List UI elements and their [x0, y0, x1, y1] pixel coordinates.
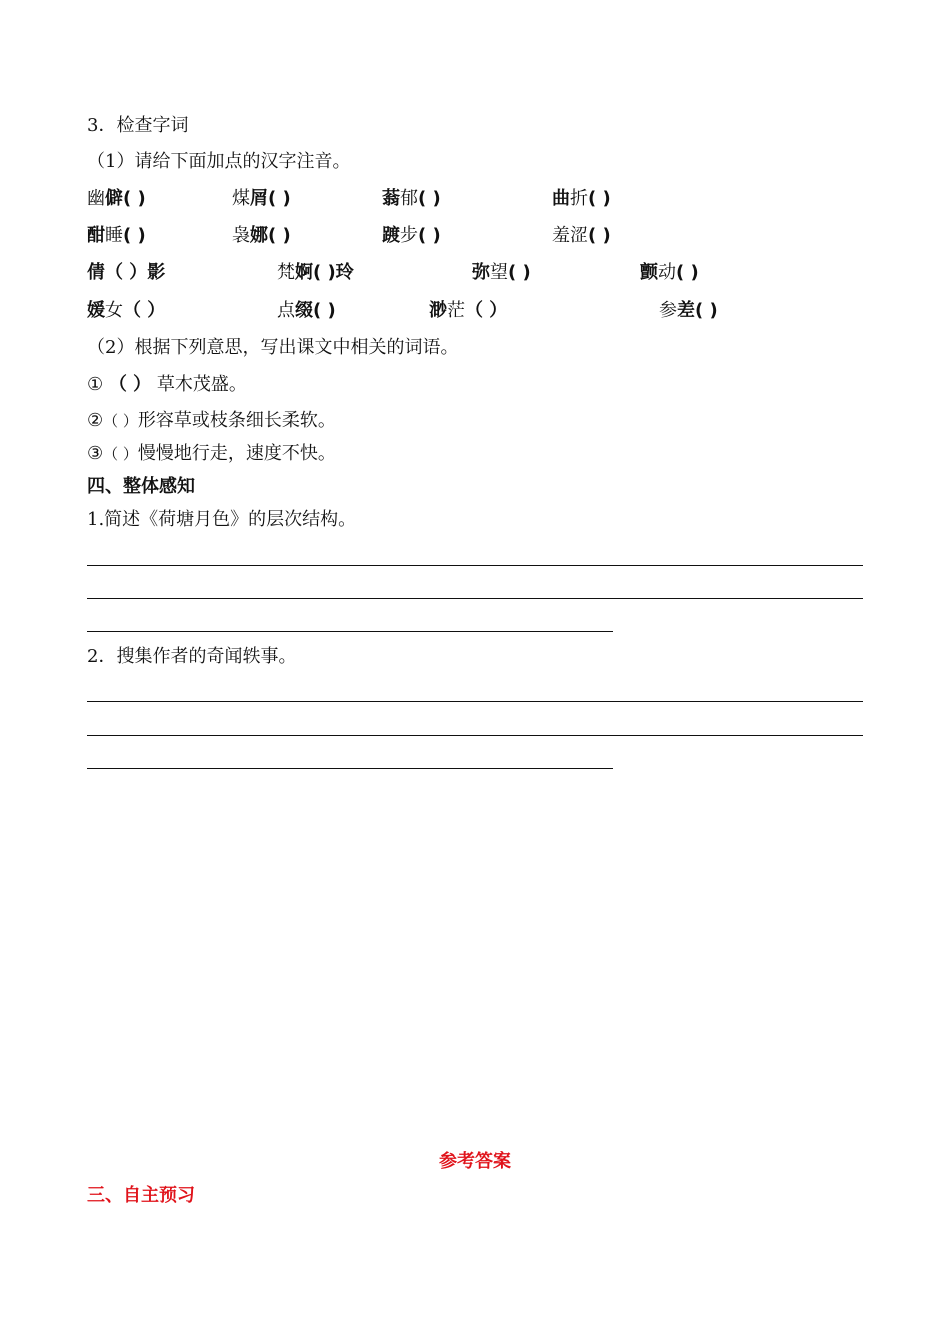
section4-question-2: 2．搜集作者的奇闻轶事。: [87, 646, 297, 667]
pinyin-blank: （ ）: [465, 300, 508, 321]
word-part: 折: [570, 188, 588, 209]
pinyin-blank: ( ): [588, 188, 611, 209]
pinyin-row: [87, 260, 867, 286]
pinyin-cell: [552, 223, 611, 249]
answer-blank: （ ）: [108, 374, 152, 395]
answers-title: 参考答案: [439, 1151, 511, 1172]
answer-line: [87, 768, 613, 769]
pinyin-cell: [277, 260, 354, 286]
pinyin-blank: ( )玲: [313, 262, 354, 283]
pinyin-blank: ( ): [123, 188, 146, 209]
question-1-instruction: （1）请给下面加点的汉字注音。: [87, 151, 351, 172]
word-part: 茫: [447, 300, 465, 321]
dotted-character: 婀: [295, 262, 313, 283]
pinyin-blank: ( ): [313, 300, 336, 321]
pinyin-cell: [87, 260, 165, 286]
dotted-character: 倩: [87, 262, 105, 283]
answer-blank: （ ）: [103, 445, 138, 463]
question-2-instruction: （2）根据下列意思，写出课文中相关的词语。: [87, 337, 459, 358]
dotted-character: 渺: [429, 300, 447, 321]
dotted-character: 踱: [382, 225, 400, 246]
dotted-character: 曲: [552, 188, 570, 209]
pinyin-blank: （ ）影: [105, 262, 166, 283]
item-number: ③: [87, 443, 104, 464]
pinyin-blank: ( ): [695, 300, 718, 321]
definition-text: 草木茂盛。: [156, 374, 247, 395]
answer-line: [87, 631, 613, 632]
dotted-character: 颤: [640, 262, 658, 283]
answer-line: [87, 565, 863, 566]
pinyin-row: [87, 223, 867, 249]
pinyin-cell: [382, 186, 441, 212]
word-part: 睡: [105, 225, 123, 246]
pinyin-blank: ( ): [123, 225, 146, 246]
pinyin-blank: ( ): [588, 225, 611, 246]
section4-question-1: 1.简述《荷塘月色》的层次结构。: [87, 509, 357, 530]
answers-section-heading: 三、自主预习: [87, 1185, 195, 1206]
word-part: 郁: [400, 188, 418, 209]
definition-item-1: [87, 373, 247, 397]
word-part: 步: [400, 225, 418, 246]
pinyin-blank: ( ): [268, 188, 291, 209]
pinyin-cell: [87, 298, 165, 324]
definition-item-3: [87, 442, 336, 466]
pinyin-cell: [659, 298, 718, 324]
pinyin-blank: ( ): [418, 188, 441, 209]
dotted-character: 蓊: [382, 188, 400, 209]
item-number: ②: [87, 410, 104, 431]
pinyin-blank: ( ): [418, 225, 441, 246]
word-part: 女: [105, 300, 123, 321]
definition-item-2: [87, 409, 336, 433]
word-part: 参: [659, 300, 677, 321]
section3-title: 3．检查字词: [87, 115, 189, 136]
word-part: 袅: [232, 225, 250, 246]
dotted-character: 媛: [87, 300, 105, 321]
dotted-character: 弥: [472, 262, 490, 283]
pinyin-cell: [87, 223, 146, 249]
dotted-character: 娜: [250, 225, 268, 246]
pinyin-cell: [382, 223, 441, 249]
pinyin-blank: （ ）: [123, 300, 166, 321]
pinyin-row: [87, 298, 867, 324]
definition-text: 慢慢地行走，速度不快。: [137, 443, 336, 464]
pinyin-blank: ( ): [676, 262, 699, 283]
pinyin-cell: [552, 186, 611, 212]
word-part: 点: [277, 300, 295, 321]
pinyin-cell: [429, 298, 507, 324]
pinyin-cell: [87, 186, 146, 212]
section4-heading: 四、整体感知: [87, 476, 195, 497]
pinyin-cell: [640, 260, 699, 286]
pinyin-blank: ( ): [268, 225, 291, 246]
answer-line: [87, 735, 863, 736]
answer-blank: （ ）: [103, 412, 138, 430]
pinyin-row: [87, 186, 867, 212]
pinyin-cell: [232, 223, 291, 249]
word-part: 幽: [87, 188, 105, 209]
answer-line: [87, 598, 863, 599]
definition-text: 形容草或枝条细长柔软。: [137, 410, 336, 431]
pinyin-cell: [277, 298, 336, 324]
item-number: ①: [87, 374, 104, 395]
pinyin-cell: [472, 260, 531, 286]
pinyin-cell: [232, 186, 291, 212]
dotted-character: 酣: [87, 225, 105, 246]
word-part: 动: [658, 262, 676, 283]
dotted-character: 缀: [295, 300, 313, 321]
word-part: 梵: [277, 262, 295, 283]
dotted-character: 僻: [105, 188, 123, 209]
word-part: 望: [490, 262, 508, 283]
dotted-character: 屑: [250, 188, 268, 209]
dotted-character: 差: [677, 300, 695, 321]
word-part: 羞涩: [552, 225, 588, 246]
answer-line: [87, 701, 863, 702]
word-part: 煤: [232, 188, 250, 209]
pinyin-blank: ( ): [508, 262, 531, 283]
